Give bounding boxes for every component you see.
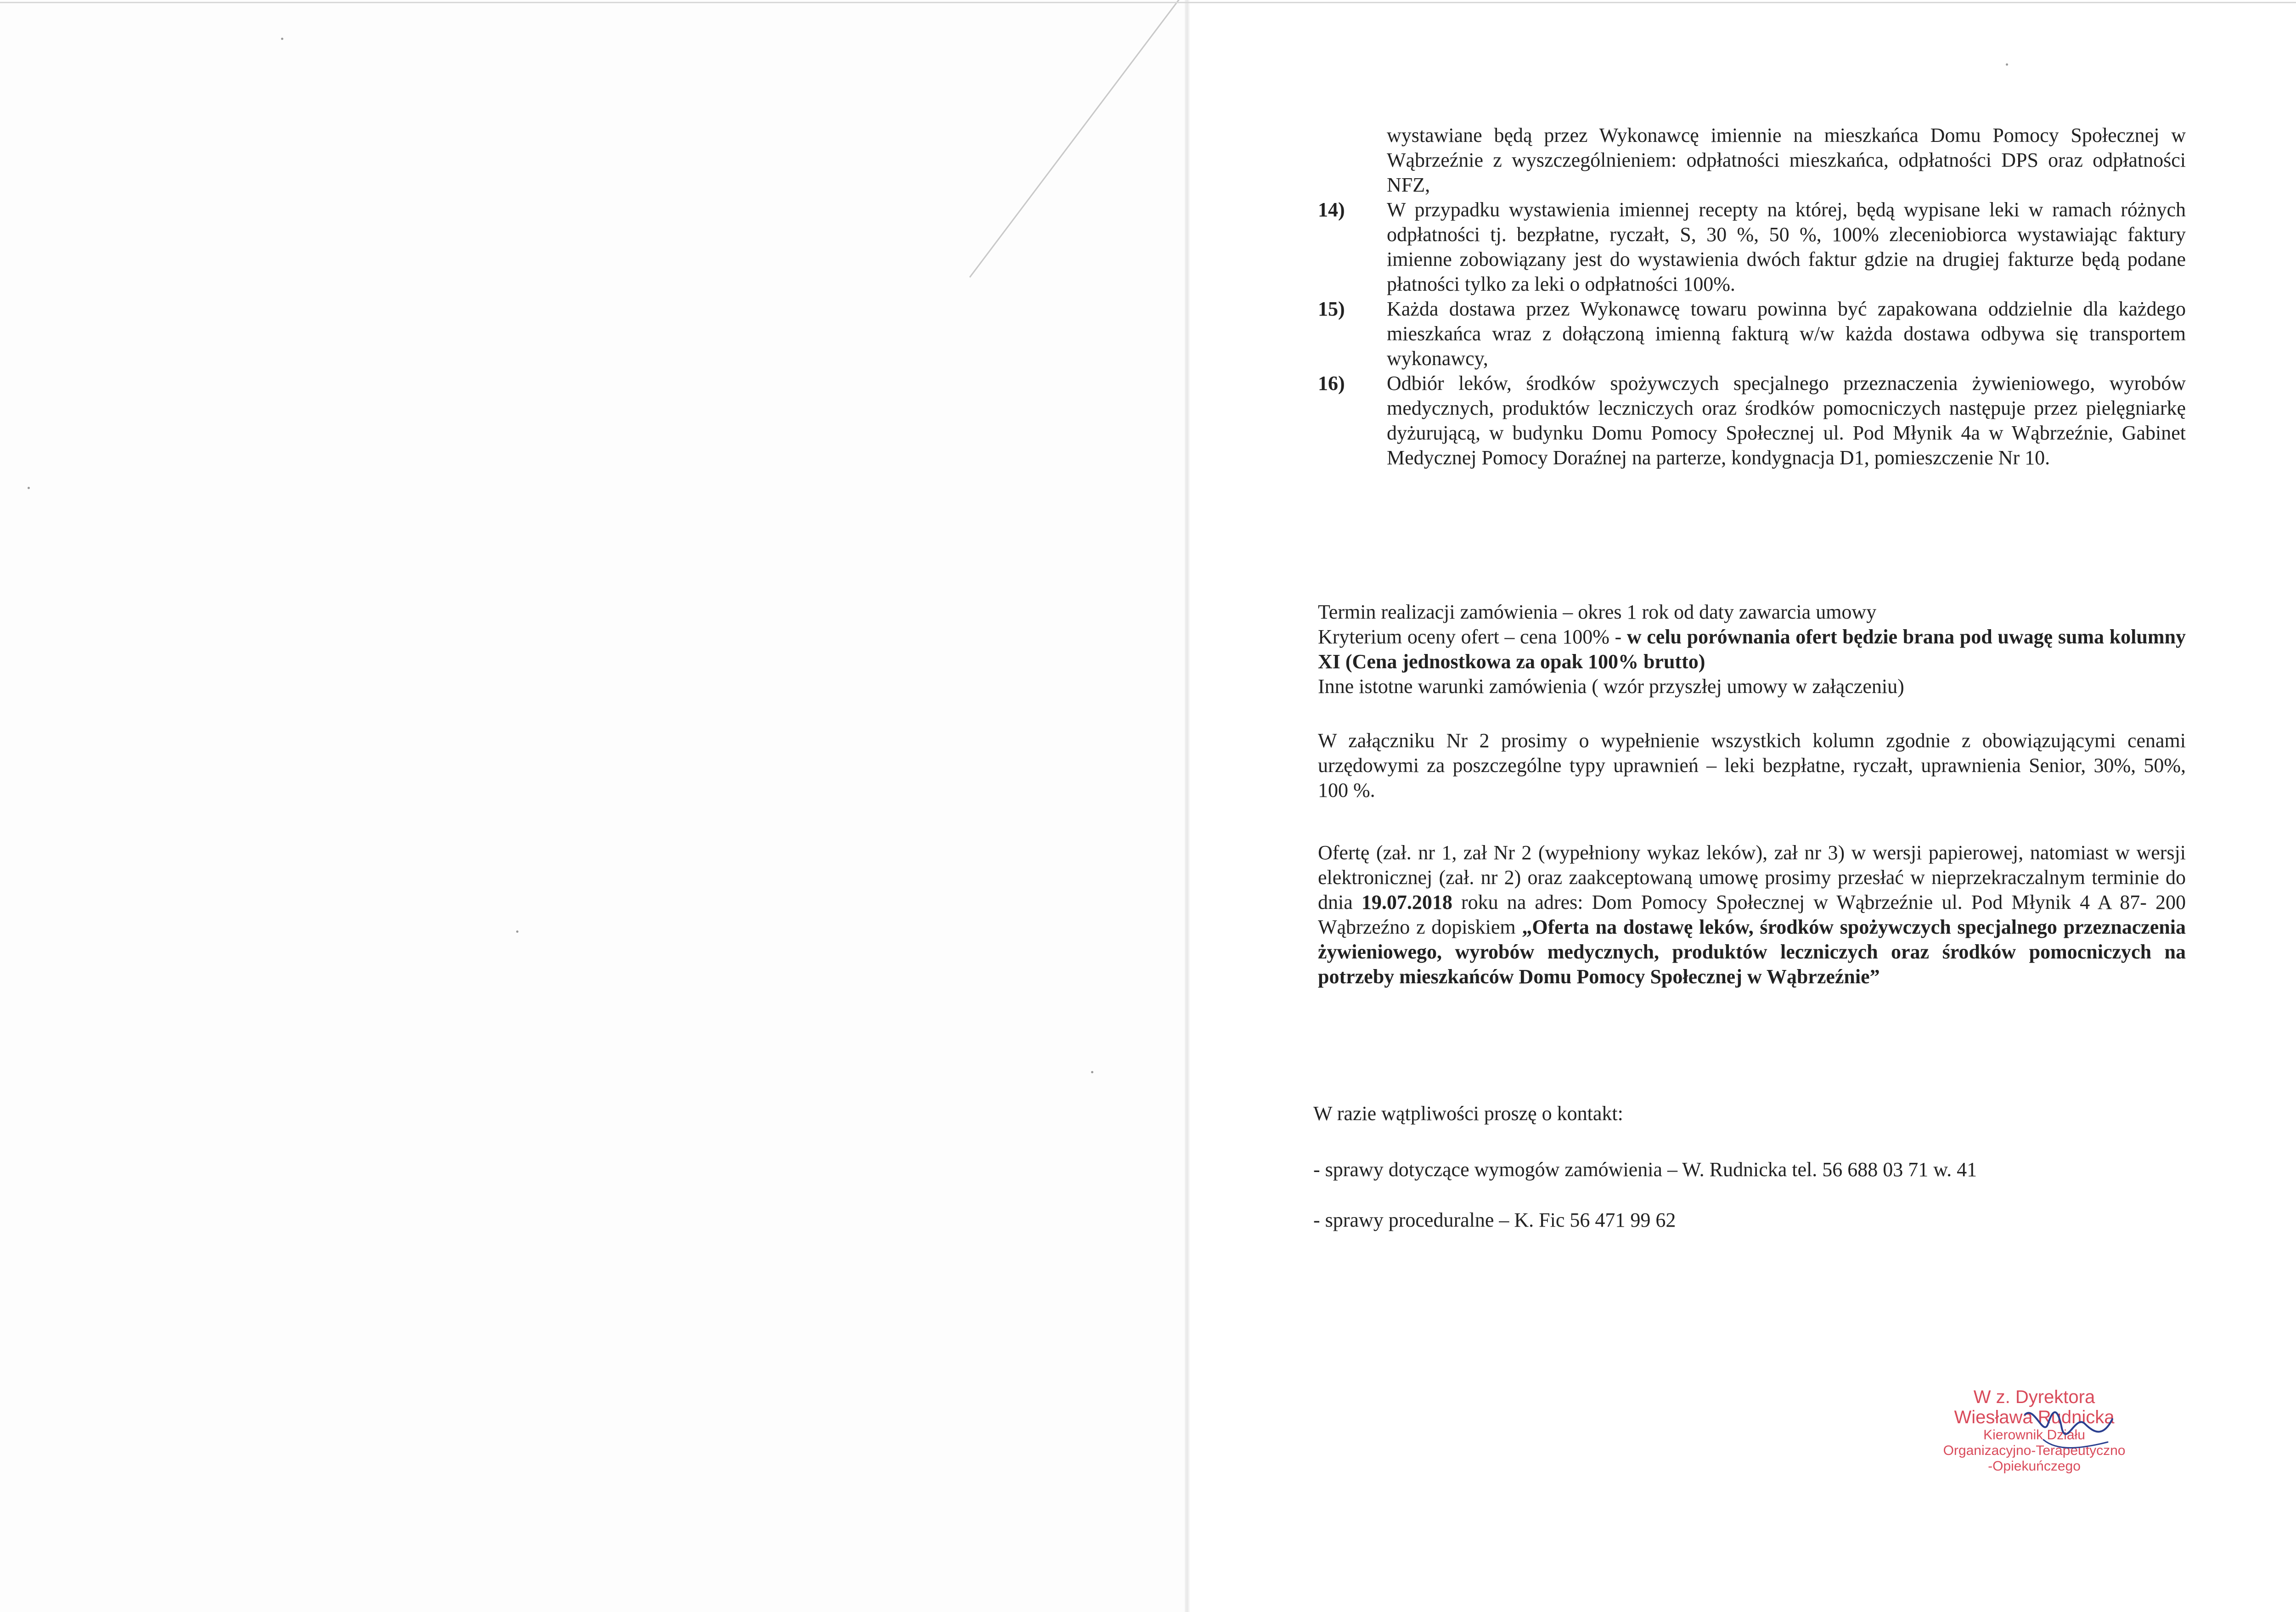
attachment-paragraph (1318, 728, 2186, 803)
numbered-list (1318, 123, 2186, 470)
contact-line-requirements: - sprawy dotyczące wymogów zamówienia – W. Rudnicka tel. 56 688 03 71 w. 41 (1313, 1158, 1977, 1181)
scan-speck (2006, 63, 2008, 66)
termin-line: Termin realizacji zamówienia – okres 1 rok od daty zawarcia umowy (1318, 601, 1877, 623)
list-item-text: Odbiór leków, środków spożywczych specjalnego przeznaczenia żywieniowego, wyrobów medycznych, produktów leczniczych oraz środków pomocniczych następuje przez pielęgniarkę dyżurującą, w budynku Domu Pomocy Społecznej ul. Pod Młynik 4a w Wąbrzeźnie, Gabinet Medycznej Pomocy Doraźnej na parterze, kondygnacja D1, pomieszczenie Nr 10. (1387, 372, 2186, 469)
attachment-text: W załączniku Nr 2 prosimy o wypełnienie wszystkich kolumn zgodnie z obowiązującymi cenami urzędowymi za poszczególne typy uprawnień – leki bezpłatne, ryczałt, uprawnienia Senior, 30%, 50%, 100 %. (1318, 729, 2186, 801)
kryterium-plain: Kryterium oceny ofert – cena 100% - (1318, 626, 1627, 648)
scan-top-edge (0, 2, 2296, 3)
stamp-line: Organizacyjno-Terapeutyczno (1943, 1443, 2126, 1458)
list-number: 14) (1318, 198, 1345, 221)
kryterium-line (1318, 625, 2186, 674)
offer-quote: „Oferta na dostawę leków, środków spożywczych specjalnego przeznaczenia żywieniowego, wyrobów medycznych, produktów leczniczych oraz środków pomocniczych na potrzeby mieszkańców Domu Pomocy Społecznej w Wąbrzeźnie” (1318, 916, 2186, 988)
kryterium-bold: w celu porównania ofert będzie brana pod uwagę suma kolumny XI (Cena jednostkowa za opak 100% brutto) (1318, 626, 2186, 673)
contact-line-procedural: - sprawy proceduralne – K. Fic 56 471 99 62 (1313, 1209, 1676, 1231)
offer-text-part2: roku na adres: Dom Pomocy Społecznej w Wąbrzeźnie ul. Pod Młynik 4 A 87- 200 Wąbrzeźno z dopiskiem (1318, 891, 2186, 938)
stamp-line: Kierownik Działu (1983, 1427, 2085, 1443)
scan-speck (1091, 1071, 1093, 1073)
list-item-text: wystawiane będą przez Wykonawcę imiennie na mieszkańca Domu Pomocy Społecznej w Wąbrzeźnie z wyszczególnieniem: odpłatności mieszkańca, odpłatności DPS oraz odpłatności NFZ, (1387, 124, 2186, 196)
list-item-continuation (1318, 123, 2186, 197)
offer-deadline-date: 19.07.2018 (1361, 891, 1452, 913)
offer-text-part1: Ofertę (zał. nr 1, zał Nr 2 (wypełniony wykaz leków), zał nr 3) w wersji papierowej, natomiast w wersji elektronicznej (zał. nr 2) oraz zaakceptowaną umowę prosimy przesłać w nieprzekraczalnym terminie do dnia (1318, 841, 2186, 913)
scan-speck (281, 38, 283, 40)
handwritten-signature (2016, 1396, 2117, 1465)
contact-intro: W razie wątpliwości proszę o kontakt: (1313, 1102, 1623, 1125)
list-number: 15) (1318, 298, 1345, 320)
terms-block (1318, 600, 2186, 699)
offer-paragraph (1318, 840, 2186, 989)
list-item (1318, 371, 2186, 470)
stamp-line: Wiesława Rudnicka (1954, 1407, 2115, 1427)
inne-warunki-line: Inne istotne warunki zamówienia ( wzór przyszłej umowy w załączeniu) (1318, 675, 1904, 698)
scan-speck (28, 487, 30, 489)
offer-text (1318, 840, 2186, 989)
scan-speck (516, 930, 518, 933)
list-item-text: W przypadku wystawienia imiennej recepty na której, będą wypisane leki w ramach różnych odpłatności tj. bezpłatne, ryczałt, S, 30 %, 50 %, 100% zleceniobiorca wystawiając faktury imienne zobowiązany jest do wystawienia dwóch faktur gdzie na drugiej fakturze będą podane płatności tylko za leki o odpłatności 100%. (1387, 198, 2186, 295)
list-number: 16) (1318, 372, 1345, 395)
stamp-line: W z. Dyrektora (1973, 1387, 2095, 1407)
page-fold (1185, 0, 1190, 1612)
list-item-text: Każda dostawa przez Wykonawcę towaru powinna być zapakowana oddzielnie dla każdego mieszkańca wraz z dołączoną imienną fakturą w/w każda dostawa odbywa się transportem wykonawcy, (1387, 298, 2186, 370)
stamp-line: -Opiekuńczego (1988, 1459, 2081, 1474)
list-item (1318, 197, 2186, 297)
list-item (1318, 297, 2186, 371)
